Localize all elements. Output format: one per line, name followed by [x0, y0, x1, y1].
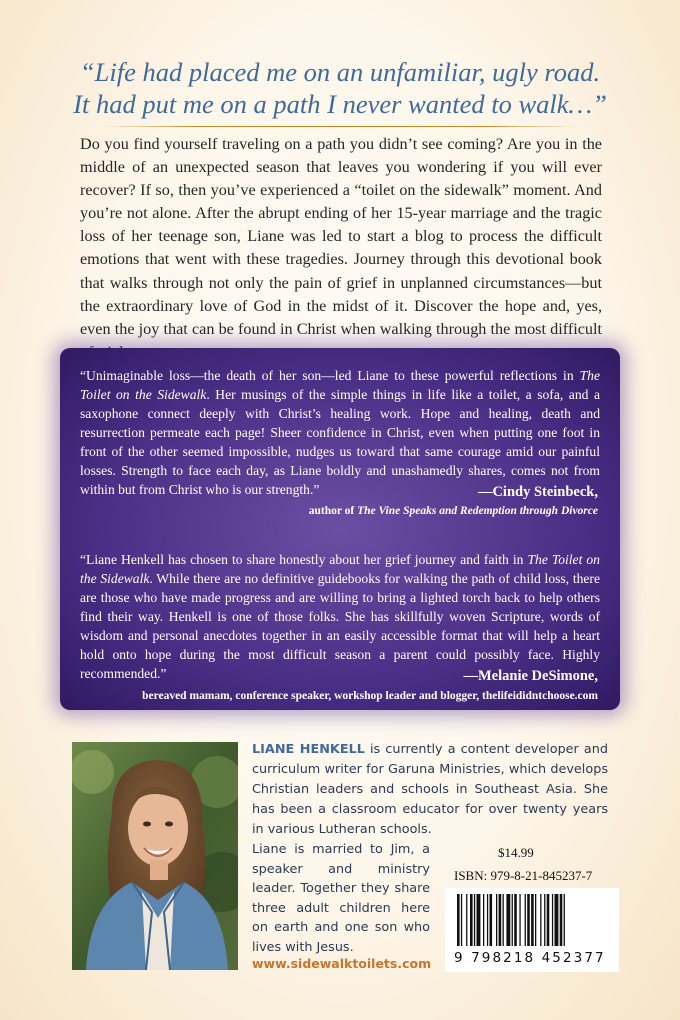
barcode-bar — [527, 894, 530, 946]
barcode-bar — [564, 894, 565, 946]
endorsement-2-text: “Liane Henkell has chosen to share honestly about her grief journey and faith in The Toilet on the Sidewalk. While there are no definitive guidebooks for walking the path of child loss, there are those who have made progress and are willing to bring a lighted torch back to help others find their way. Henkell is one of those folks. She has skillfully woven Scripture, words of wisdom and personal anecdotes together in an easily accessible format that will help a heart hold onto hope during the most difficult season a parent could possibly face. Highly recommended.” — [80, 552, 600, 681]
barcode-bar — [483, 894, 484, 946]
barcode-bar — [525, 894, 526, 946]
barcode-bar — [544, 894, 545, 946]
barcode-bar — [531, 894, 534, 946]
barcode-bar — [506, 894, 510, 946]
pull-quote — [60, 56, 620, 120]
endorsement-1-author-title: author of The Vine Speaks and Redemption through Divorce — [308, 505, 598, 517]
barcode-bar — [496, 894, 497, 946]
author-photo-illustration — [72, 742, 238, 970]
barcode-bar — [555, 894, 559, 946]
barcode-bar — [470, 894, 473, 946]
isbn-label: ISBN: 979-8-21-845237-7 — [454, 868, 593, 883]
barcode-bar — [466, 894, 467, 946]
barcode-bar — [457, 894, 460, 946]
book-description: Do you find yourself traveling on a path you didn’t see coming? Are you in the middle of an unexpected season that leaves you wondering if you will ever recover? If so, then you’ve experienced a “toilet on the sidewalk” moment. And you’re not alone. After the abrupt ending of her 15-year marriage and the tragic loss of her teenage son, Liane was led to start a blog to process the difficult emotions that went with these tragedies. Journey through this devotional book that walks through not only the pain of grief in unplanned circumstances—but the extraordinary love of God in the midst of it. Discover the hope and, yes, even the joy that can be found in Christ when walking through the most difficult — [80, 135, 602, 338]
barcode-bar — [461, 894, 462, 946]
endorsement-2-book-title: The Toilet on the Sidewalk — [80, 552, 600, 586]
barcode-bar — [514, 894, 517, 946]
quote-divider — [100, 126, 580, 127]
author-photo — [72, 742, 238, 970]
barcode-bar — [552, 894, 553, 946]
author-bio: LIANE HENKELL is currently a content developer and curriculum writer for Garuna Ministries, which develops Christian leaders and schools in Southeast Asia. She has been a classroom educator for over twenty years in various Lutheran schools. — [252, 742, 608, 837]
barcode-bar — [477, 894, 481, 946]
barcode-bar — [512, 894, 513, 946]
endorsement-1-book-title: The Toilet on the Sidewalk — [80, 368, 600, 402]
endorsement-1-author: —Cindy Steinbeck, — [477, 484, 598, 500]
endorsement-2-author: —Melanie DeSimone, — [463, 668, 598, 684]
barcode-bar — [474, 894, 475, 946]
endorsement-2-author-title: bereaved mamam, conference speaker, workshop leader and blogger, thelifeididntchoose.com — [142, 690, 598, 702]
barcode-bar — [540, 894, 541, 946]
barcode-bar — [535, 894, 536, 946]
barcode-bar — [499, 894, 502, 946]
barcode-bar — [519, 894, 520, 946]
barcode-digits: 9 798218 452377 — [454, 950, 606, 966]
author-name: LIANE HENKELL — [252, 742, 365, 757]
price-label: $14.99 — [498, 845, 534, 860]
barcode-bar — [487, 894, 488, 946]
barcode-bars — [445, 888, 619, 948]
barcode-bar — [560, 894, 563, 946]
author-website-link[interactable]: www.sidewalktoilets.com — [252, 956, 432, 971]
pull-quote-line-1: “Life had placed me on an unfamiliar, ugly road. — [79, 57, 601, 87]
pull-quote-line-2: It had put me on a path I never wanted to walk…” — [73, 89, 607, 119]
endorsement-1-text: “Unimaginable loss—the death of her son—led Liane to these powerful reflections in The Toilet on the Sidewalk. Her musings of the simple things in life like a toilet, a sofa, and a saxophone connect deeply with Christ’s healing work. Hope and healing, death and resurrection permeate each page! Sheer confidence in Christ, even when putting one foot in front of the other seemed impossible, nudges us toward that same courage amid our painful losses. Strength to face each day, as Liane boldly and unashamedly shares, comes not from within but from Christ who is our strength.” — [80, 368, 600, 497]
barcode-bar — [490, 894, 493, 946]
author-bio-continued: Liane is married to Jim, a speaker and ministry leader. Together they share three adult children here on earth and one son who lives with Jesus. — [252, 842, 430, 955]
barcode-bar — [547, 894, 550, 946]
barcode-bar — [503, 894, 504, 946]
